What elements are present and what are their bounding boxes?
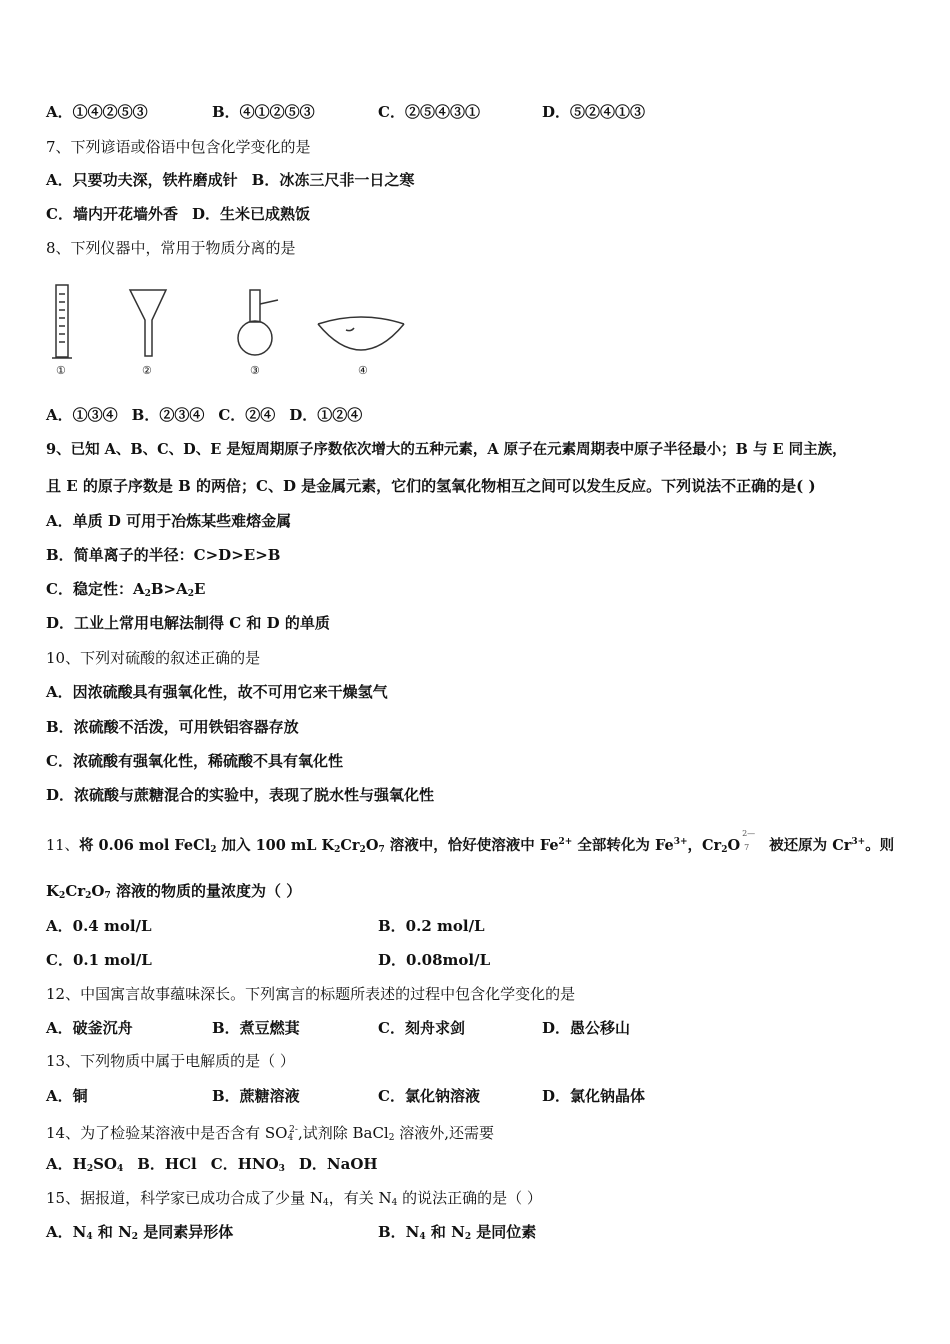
q9-option-c-end: E bbox=[194, 580, 206, 598]
subscript: 2 bbox=[359, 845, 366, 855]
q10-option-a: A．因浓硫酸具有强氧化性，故不可用它来干燥氢气 bbox=[46, 683, 388, 701]
q14-option-a bbox=[46, 1155, 123, 1173]
q12-option-d: D．愚公移山 bbox=[542, 1019, 631, 1037]
graduated-cylinder-icon bbox=[52, 285, 72, 358]
q15-option-b bbox=[378, 1222, 536, 1247]
subscript: 2 bbox=[464, 1232, 472, 1242]
q10-option-c: C．浓硫酸有强氧化性，稀硫酸不具有氧化性 bbox=[46, 752, 343, 770]
q15-option-a bbox=[46, 1222, 233, 1247]
q8-option-b: B．②③④ bbox=[131, 406, 205, 424]
q11-text: 被还原为 Cr bbox=[764, 837, 852, 854]
q11-text: K bbox=[46, 882, 60, 900]
funnel-icon bbox=[130, 290, 166, 356]
subscript: 2 bbox=[721, 845, 728, 855]
q9-option-c-mid: B>A bbox=[150, 580, 188, 598]
subscript: 2 bbox=[144, 589, 151, 599]
q13-option-b: B．蔗糖溶液 bbox=[212, 1087, 300, 1105]
superscript: 2- bbox=[289, 1125, 298, 1135]
superscript: 3+ bbox=[851, 837, 866, 847]
q15-text: 15、据报道，科学家已成功合成了少量 N bbox=[46, 1189, 323, 1207]
q8-option-a: A．①③④ bbox=[46, 406, 118, 424]
q11-text: ，Cr bbox=[687, 837, 722, 854]
lab-apparatus-figure bbox=[46, 282, 426, 382]
subscript: 7 bbox=[378, 845, 385, 855]
subscript: 4 bbox=[86, 1232, 93, 1242]
q9-stem-line2: 且 E 的原子序数是 B 的两倍；C、D 是金属元素，它们的氢氧化物相互之间可以发生反应。下列说法不正确的是( ) bbox=[46, 477, 816, 495]
superscript: 3+ bbox=[673, 837, 688, 847]
subscript: 2 bbox=[86, 1164, 94, 1174]
q13-option-c: C．氯化钠溶液 bbox=[378, 1087, 480, 1105]
subscript: 3 bbox=[278, 1164, 285, 1174]
superscript: 2+ bbox=[558, 837, 573, 847]
q14-text: ,试剂除 BaCl bbox=[297, 1124, 389, 1142]
q11-option-c: C．0.1 mol/L bbox=[46, 951, 152, 969]
q11-text: Cr bbox=[65, 882, 86, 900]
q11-text: O bbox=[365, 837, 379, 854]
q14-option-b: B．HCl bbox=[137, 1155, 197, 1173]
distillation-flask-icon bbox=[238, 290, 278, 355]
q12-option-b: B．煮豆燃萁 bbox=[212, 1019, 300, 1037]
q14-option-a-text: A．H bbox=[46, 1155, 87, 1173]
q10-option-b: B．浓硫酸不活泼，可用铁铝容器存放 bbox=[46, 718, 299, 736]
q11-text: 全部转化为 Fe bbox=[572, 837, 674, 854]
q9-stem-line1: 9、已知 A、B、C、D、E 是短周期原子序数依次增大的五种元素，A 原子在元素周期表中原子半径最小；B 与 E 同主族， bbox=[46, 441, 847, 458]
q11-text: O bbox=[91, 882, 105, 900]
q7-option-a: A．只要功夫深，铁杵磨成针 bbox=[46, 171, 238, 189]
q11-text: 溶液的物质的量浓度为（ ） bbox=[110, 882, 302, 900]
subscript: 7 bbox=[104, 891, 111, 901]
q14-option-d: D．NaOH bbox=[298, 1155, 378, 1173]
q8-options bbox=[46, 405, 362, 425]
q15-option-a-text: 和 N bbox=[92, 1223, 132, 1241]
q10-option-d: D．浓硫酸与蔗糖混合的实验中，表现了脱水性与强氧化性 bbox=[46, 786, 435, 804]
q15-option-b-text: 和 N bbox=[425, 1223, 465, 1241]
q9-option-a: A．单质 D 可用于冶炼某些难熔金属 bbox=[46, 512, 292, 530]
q14-option-c-text: C．HNO bbox=[210, 1155, 279, 1173]
q11-text: O bbox=[727, 837, 741, 854]
q11-text: 将 0.06 mol FeCl bbox=[78, 837, 211, 854]
q11-stem-line1 bbox=[46, 829, 895, 860]
q8-option-c: C．②④ bbox=[218, 406, 276, 424]
q10-stem: 10、下列对硫酸的叙述正确的是 bbox=[46, 649, 261, 667]
q14-stem bbox=[46, 1120, 494, 1148]
subscript: 4 bbox=[116, 1164, 124, 1174]
ion-charge-fraction bbox=[740, 829, 764, 852]
subscript: 4 bbox=[391, 1198, 398, 1208]
q7-option-d: D．生米已成熟饭 bbox=[191, 205, 310, 223]
q15-option-a-text: 是同素异形体 bbox=[138, 1223, 234, 1241]
q11-text: Cr bbox=[340, 837, 360, 854]
q8-stem: 8、下列仪器中，常用于物质分离的是 bbox=[46, 239, 296, 257]
q14-text: 溶液外,还需要 bbox=[394, 1124, 495, 1142]
q11-option-a: A．0.4 mol/L bbox=[46, 917, 152, 935]
q12-stem: 12、中国寓言故事蕴味深长。下列寓言的标题所表述的过程中包含化学变化的是 bbox=[46, 985, 576, 1003]
q11-option-b: B．0.2 mol/L bbox=[378, 917, 485, 935]
q14-option-a-text: SO bbox=[93, 1155, 117, 1173]
subscript: 2 bbox=[388, 1133, 395, 1143]
q9-option-c bbox=[46, 579, 205, 604]
q12-option-a: A．破釜沉舟 bbox=[46, 1019, 133, 1037]
q15-stem bbox=[46, 1188, 542, 1213]
q15-option-a-text: A．N bbox=[46, 1223, 87, 1241]
subscript: 2 bbox=[210, 845, 217, 855]
q7-option-c: C．墙内开花墙外香 bbox=[46, 205, 178, 223]
q11-text: 。则 bbox=[865, 837, 895, 854]
subscript: 4 bbox=[322, 1198, 329, 1208]
subscript: 4 bbox=[419, 1232, 426, 1242]
q9-option-c-prefix: C．稳定性：A bbox=[46, 580, 145, 598]
q11-text: 加入 100 mL K bbox=[216, 837, 335, 854]
subscript: 4 bbox=[287, 1133, 294, 1143]
q6-option-d: D．⑤②④①③ bbox=[542, 103, 646, 121]
q11-number: 11、 bbox=[46, 838, 79, 854]
q12-option-c: C．刻舟求剑 bbox=[378, 1019, 465, 1037]
q15-option-b-text: 是同位素 bbox=[471, 1223, 537, 1241]
q13-stem: 13、下列物质中属于电解质的是（ ） bbox=[46, 1052, 295, 1070]
q6-option-b: B．④①②⑤③ bbox=[212, 103, 315, 121]
fraction-bottom: 7 bbox=[744, 843, 750, 852]
q11-option-d: D．0.08mol/L bbox=[378, 951, 491, 969]
subscript: 2 bbox=[59, 891, 66, 901]
q15-text: ，有关 N bbox=[328, 1189, 392, 1207]
q11-text: 溶液中，恰好使溶液中 Fe bbox=[384, 837, 559, 854]
q13-option-a: A．铜 bbox=[46, 1087, 88, 1105]
fraction-top: 2— bbox=[742, 829, 756, 838]
q7-option-b: B．冰冻三尺非一日之寒 bbox=[251, 171, 415, 189]
q7-options-row1 bbox=[46, 170, 414, 190]
q11-stem-line2 bbox=[46, 881, 301, 906]
evaporating-dish-icon bbox=[318, 317, 404, 350]
figure-label-4: ④ bbox=[358, 364, 368, 377]
subscript: 2 bbox=[131, 1232, 139, 1242]
q9-option-b: B．简单离子的半径：C>D>E>B bbox=[46, 546, 281, 564]
q14-text: 14、为了检验某溶液中是否含有 SO bbox=[46, 1124, 288, 1142]
q9-option-d: D．工业上常用电解法制得 C 和 D 的单质 bbox=[46, 614, 330, 632]
q15-text: 的说法正确的是（ ） bbox=[397, 1189, 542, 1207]
subscript: 2 bbox=[334, 845, 341, 855]
q7-stem: 7、下列谚语或俗语中包含化学变化的是 bbox=[46, 138, 311, 156]
figure-label-1: ① bbox=[56, 364, 66, 377]
q14-option-c bbox=[211, 1155, 285, 1173]
lab-apparatus-drawing bbox=[46, 282, 426, 364]
q13-option-d: D．氯化钠晶体 bbox=[542, 1087, 646, 1105]
q8-option-d: D．①②④ bbox=[289, 406, 363, 424]
q6-option-a: A．①④②⑤③ bbox=[46, 103, 148, 121]
q15-option-b-text: B．N bbox=[378, 1223, 420, 1241]
q7-options-row2 bbox=[46, 204, 310, 224]
subscript: 2 bbox=[187, 589, 194, 599]
q6-option-c: C．②⑤④③① bbox=[378, 103, 480, 121]
subscript: 2 bbox=[85, 891, 92, 901]
figure-label-3: ③ bbox=[250, 364, 260, 377]
q14-options bbox=[46, 1154, 378, 1179]
figure-label-2: ② bbox=[142, 364, 152, 377]
